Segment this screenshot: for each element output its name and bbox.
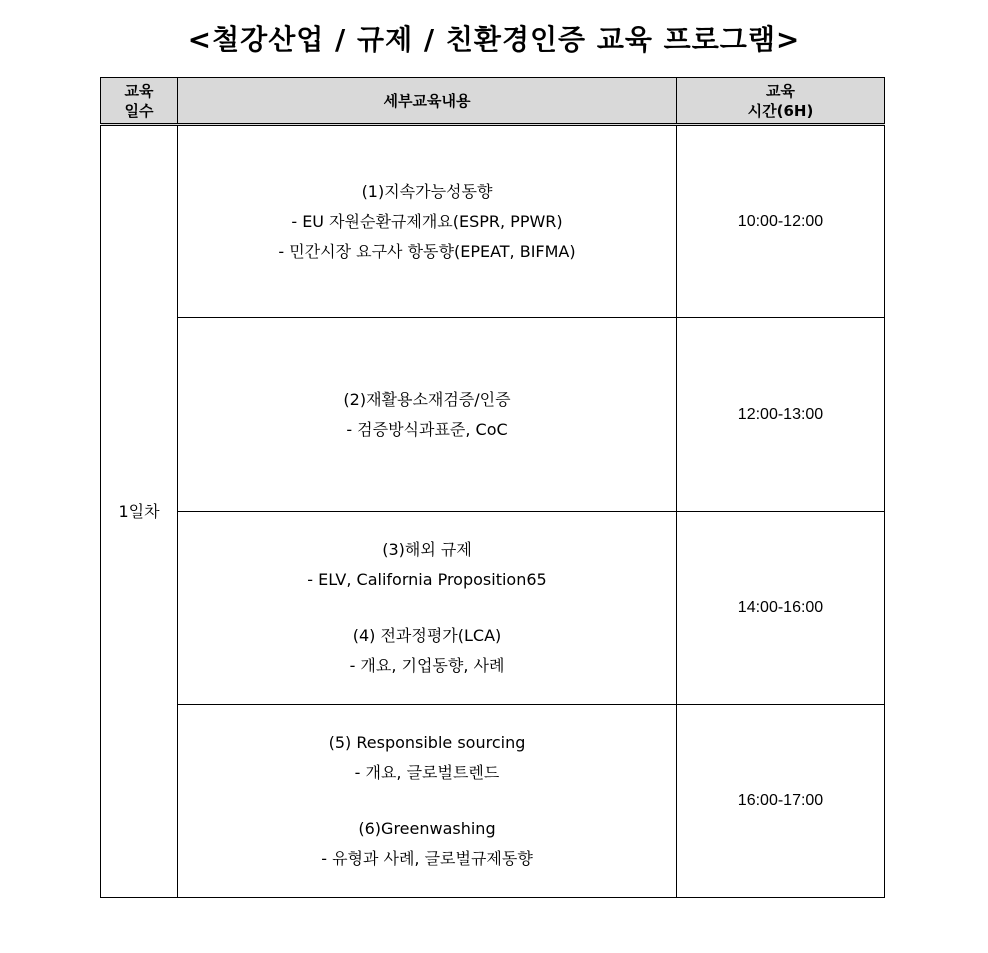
day-cell: 1일차	[101, 125, 178, 898]
session-content-cell: (1)지속가능성동향 - EU 자원순환규제개요(ESPR, PPWR) - 민간시장 요구사 항동향(EPEAT, BIFMA)	[178, 125, 677, 318]
table-row	[101, 318, 885, 512]
header-education-time: 교육 시간(6H)	[677, 78, 885, 125]
table-row	[101, 512, 885, 705]
session-content-cell: (2)재활용소재검증/인증 - 검증방식과표준, CoC	[178, 318, 677, 512]
header-detailed-content: 세부교육내용	[178, 78, 677, 125]
table-row	[101, 125, 885, 318]
education-schedule-table	[100, 77, 885, 898]
session-time-cell: 14:00-16:00	[677, 512, 885, 705]
session-content-cell: (5) Responsible sourcing - 개요, 글로벌트렌드 (6)Greenwashing - 유형과 사례, 글로벌규제동향	[178, 705, 677, 898]
session-time-cell: 10:00-12:00	[677, 125, 885, 318]
session-content-cell: (3)해외 규제 - ELV, California Proposition65 (4) 전과정평가(LCA) - 개요, 기업동향, 사례	[178, 512, 677, 705]
session-time-cell: 12:00-13:00	[677, 318, 885, 512]
header-education-days: 교육 일수	[101, 78, 178, 125]
document-title: <철강산업 / 규제 / 친환경인증 교육 프로그램>	[187, 23, 801, 56]
table-row	[101, 705, 885, 898]
session-time-cell: 16:00-17:00	[677, 705, 885, 898]
table-header-row	[101, 78, 885, 125]
